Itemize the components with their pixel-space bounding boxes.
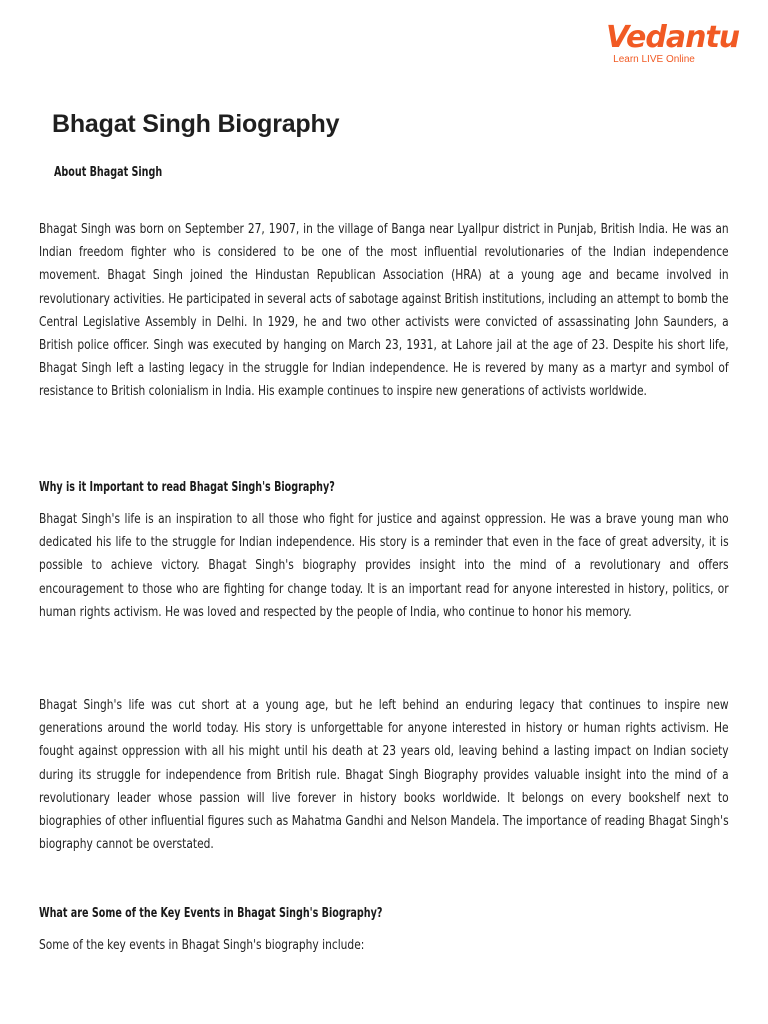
paragraph-why-2 bbox=[39, 694, 729, 856]
heading-key-events: What are Some of the Key Events in Bhagat Singh's Biography? bbox=[39, 906, 383, 921]
paragraph-about bbox=[39, 218, 729, 404]
heading-why-important: Why is it Important to read Bhagat Singh's Biography? bbox=[39, 480, 335, 495]
heading-about: About Bhagat Singh bbox=[54, 165, 163, 180]
paragraph-why-2-text: Bhagat Singh's life was cut short at a young age, but he left behind an enduring legacy that continues to inspire new generations around the world today. His story is unforgettable for anyone interested in history or human rights activism. He fought against oppression with all his might until his death at 23 years old, leaving behind a lasting impact on Indian society during its struggle for independence from British rule. Bhagat Singh Biography provides valuable insight into the mind of a revolutionary leader whose passion will live forever in history books worldwide. It belongs on every bookshelf next to biographies of other influential figures such as Mahatma Gandhi and Nelson Mandela. The importance of reading Bhagat Singh's biography cannot be overstated. bbox=[39, 698, 729, 853]
paragraph-key-events-intro bbox=[39, 934, 729, 957]
logo-wordmark: Vedantu bbox=[606, 20, 740, 55]
paragraph-why-1-text: Bhagat Singh's life is an inspiration to all those who fight for justice and against oppression. He was a brave young man who dedicated his life to the struggle for Indian independence. His story is a reminder that even in the face of great adversity, it is possible to achieve victory. Bhagat Singh's biography provides insight into the mind of a revolutionary and offers encouragement to those who are fighting for change today. It is an important read for anyone interested in history, politics, or human rights activism. He was loved and respected by the people of India, who continue to honor his memory. bbox=[39, 512, 729, 620]
page-title: Bhagat Singh Biography bbox=[52, 110, 340, 138]
logo-tagline: Learn LIVE Online bbox=[613, 54, 695, 65]
paragraph-key-events-intro-text: Some of the key events in Bhagat Singh's biography include: bbox=[39, 938, 365, 953]
paragraph-about-text: Bhagat Singh was born on September 27, 1907, in the village of Banga near Lyallpur district in Punjab, British India. He was an Indian freedom fighter who is considered to be one of the most influential revolutionaries of the Indian independence movement. Bhagat Singh joined the Hindustan Republican Association (HRA) at a young age and became involved in revolutionary activities. He participated in several acts of sabotage against British institutions, including an attempt to bomb the Central Legislative Assembly in Delhi. In 1929, he and two other activists were convicted of assassinating John Saunders, a British police officer. Singh was executed by hanging on March 23, 1931, at Lahore jail at the age of 23. Despite his short life, Bhagat Singh left a lasting legacy in the struggle for Indian independence. He is revered by many as a martyr and symbol of resistance to British colonialism in India. His example continues to inspire new generations of activists worldwide. bbox=[39, 222, 729, 400]
paragraph-why-1 bbox=[39, 508, 729, 624]
vedantu-logo[interactable] bbox=[606, 20, 740, 66]
